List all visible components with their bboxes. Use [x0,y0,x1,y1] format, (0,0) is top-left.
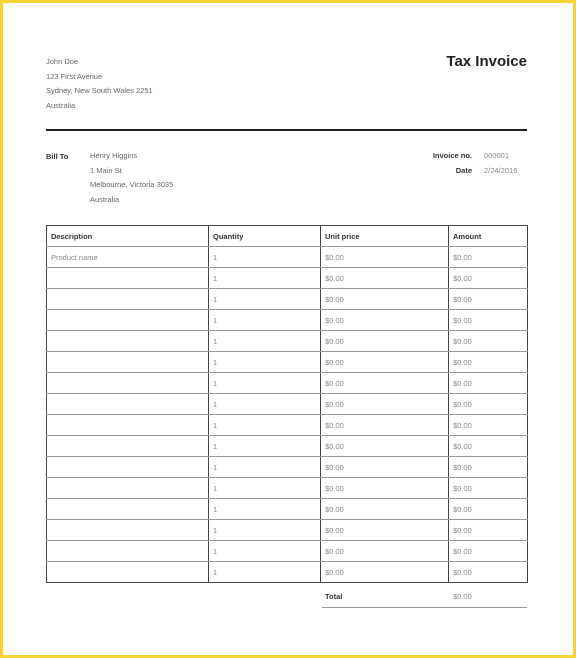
invoice-date-label: Date [455,165,472,175]
table-row [47,352,528,373]
row-quantity: 1 [209,331,321,352]
row-description [47,520,209,541]
header-divider [46,129,527,131]
line-items-table [46,225,528,583]
row-amount: $0.00 [449,520,528,541]
table-row [47,289,528,310]
row-quantity: 1 [209,310,321,331]
row-description: Product name [47,247,209,268]
table-row [47,394,528,415]
invoice-date-value: 2/24/2016 [484,165,518,175]
table-row [47,499,528,520]
invoice-number-row [433,149,522,164]
bill-to-country: Australia [90,194,120,204]
column-header-amount: Amount [449,226,528,247]
row-amount: $0.00 [449,541,528,562]
row-description [47,373,209,394]
sender-address [46,55,153,113]
row-amount: $0.00 [449,478,528,499]
table-row [47,310,528,331]
table-header-row [47,226,528,247]
bill-to-address-line2: Melbourne, Victoria 3035 [90,180,174,189]
row-unit-price: $0.00 [321,394,449,415]
table-row [47,247,528,268]
column-header-quantity: Quantity [209,226,321,247]
table-row [47,541,528,562]
row-amount: $0.00 [449,373,528,394]
row-amount: $0.00 [449,247,528,268]
row-amount: $0.00 [449,415,528,436]
table-row [47,415,528,436]
row-quantity: 1 [209,394,321,415]
row-unit-price: $0.00 [321,289,449,310]
row-amount: $0.00 [449,331,528,352]
row-amount: $0.00 [449,457,528,478]
row-amount: $0.00 [449,562,528,583]
row-unit-price: $0.00 [321,520,449,541]
row-quantity: 1 [209,352,321,373]
row-quantity: 1 [209,289,321,310]
row-quantity: 1 [209,373,321,394]
row-description [47,268,209,289]
row-unit-price: $0.00 [321,457,449,478]
row-unit-price: $0.00 [321,373,449,394]
table-row [47,373,528,394]
row-description [47,289,209,310]
row-quantity: 1 [209,415,321,436]
row-description [47,478,209,499]
row-amount: $0.00 [449,499,528,520]
bill-to-address [90,149,173,207]
table-row [47,268,528,289]
total-row [322,587,527,608]
row-description [47,562,209,583]
table-row [47,331,528,352]
row-description [47,331,209,352]
column-header-unit-price: Unit price [321,226,449,247]
row-quantity: 1 [209,247,321,268]
row-unit-price: $0.00 [321,415,449,436]
invoice-number-value: 000001 [484,151,510,160]
row-unit-price: $0.00 [321,478,449,499]
table-row [47,520,528,541]
row-quantity: 1 [209,457,321,478]
row-unit-price: $0.00 [321,352,449,373]
sender-address-line1: 123 First Avenue [46,71,103,81]
row-unit-price: $0.00 [321,562,449,583]
row-amount: $0.00 [449,352,528,373]
row-unit-price: $0.00 [321,436,449,457]
row-description [47,499,209,520]
row-quantity: 1 [209,499,321,520]
row-unit-price: $0.00 [321,331,449,352]
row-amount: $0.00 [449,310,528,331]
invoice-date-row [433,164,522,179]
row-amount: $0.00 [449,289,528,310]
table-row [47,478,528,499]
total-label: Total [325,592,343,601]
row-quantity: 1 [209,478,321,499]
row-description [47,457,209,478]
sender-address-line2: Sydney, New South Wales 2251 [46,86,153,95]
invoice-meta [433,149,522,178]
row-unit-price: $0.00 [321,499,449,520]
row-quantity: 1 [209,436,321,457]
row-description [47,394,209,415]
row-description [47,415,209,436]
sender-name: John Doe [46,57,79,66]
bill-to-name: Henry Higgins [90,151,138,160]
table-row [47,562,528,583]
row-amount: $0.00 [449,436,528,457]
sender-country: Australia [46,100,76,110]
row-quantity: 1 [209,268,321,289]
column-header-description: Description [47,226,209,247]
row-description [47,352,209,373]
row-unit-price: $0.00 [321,310,449,331]
bill-to-label: Bill To [46,152,69,161]
row-description [47,310,209,331]
bill-to-address-line1: 1 Main St [90,165,122,175]
row-amount: $0.00 [449,394,528,415]
row-description [47,436,209,457]
line-items-body [47,247,528,583]
row-quantity: 1 [209,541,321,562]
total-value: $0.00 [453,592,472,601]
row-quantity: 1 [209,520,321,541]
table-row [47,457,528,478]
row-unit-price: $0.00 [321,247,449,268]
row-quantity: 1 [209,562,321,583]
invoice-title: Tax Invoice [446,53,527,70]
row-amount: $0.00 [449,268,528,289]
row-description [47,541,209,562]
row-unit-price: $0.00 [321,541,449,562]
invoice-number-label: Invoice no. [432,151,472,160]
row-unit-price: $0.00 [321,268,449,289]
table-row [47,436,528,457]
